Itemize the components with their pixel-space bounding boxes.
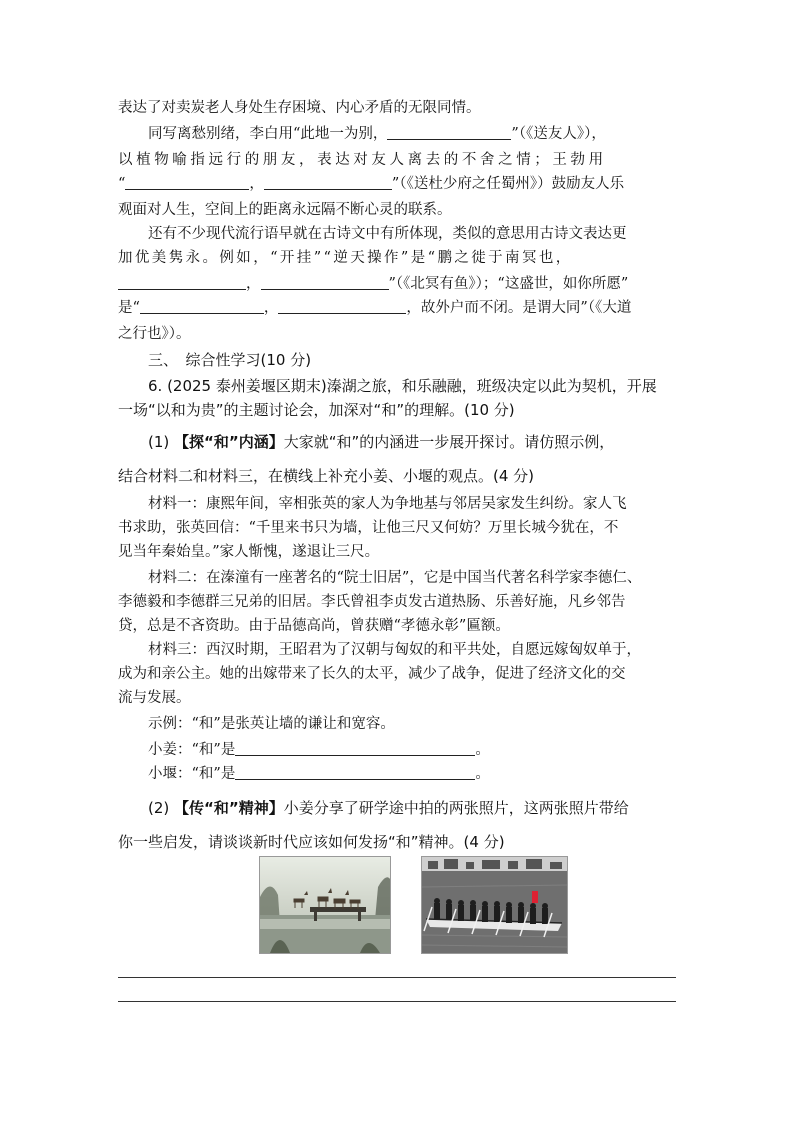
subquestion-1-line-2: 结合材料二和材料三，在横线上补充小姜、小堰的观点。(4 分) bbox=[118, 467, 535, 485]
answer-blank[interactable] bbox=[125, 175, 249, 190]
line-7: 加优美隽永。例如，“开挂”“逆天操作”是“鹏之徙于南冥也， bbox=[118, 250, 573, 266]
xiaoyan-label: 小堰：“和”是 bbox=[148, 766, 236, 782]
text: ”（《送杜少府之任蜀州》）鼓励友人乐 bbox=[391, 176, 625, 192]
line-10: 之行也》）。 bbox=[118, 326, 191, 342]
photo-dragon-boat bbox=[421, 856, 568, 954]
subquestion-tag: 【传“和”精神】 bbox=[174, 799, 284, 817]
question-6-line-1: 6. (2025 泰州姜堰区期末)溱湖之旅，和乐融融，班级决定以此为契机，开展 bbox=[148, 377, 657, 395]
xiaojiang-label: 小姜：“和”是 bbox=[148, 742, 236, 758]
line-1: 表达了对卖炭老人身处生存困境、内心矛盾的无限同情。 bbox=[118, 100, 481, 116]
photo-deer bbox=[259, 856, 391, 954]
text: ， bbox=[249, 176, 264, 192]
answer-line-1[interactable] bbox=[118, 977, 676, 978]
deer-scene-image bbox=[260, 857, 390, 953]
material-3-line-2: 成为和亲公主。她的出嫁带来了长久的太平，减少了战争，促进了经济文化的交 bbox=[118, 666, 626, 682]
material-1-line-2: 书求助，张英回信：“千里来书只为墙，让他三尺又何妨？万里长城今犹在，不 bbox=[118, 520, 619, 536]
dragon-boat-image bbox=[422, 857, 567, 953]
xiaojiang-line bbox=[148, 740, 708, 760]
material-3-line-1: 材料三：西汉时期，王昭君为了汉朝与匈奴的和平共处，自愿远嫁匈奴单于， bbox=[148, 642, 641, 658]
subquestion-number: (2) bbox=[148, 799, 170, 817]
line-3: 以植物喻指远行的朋友，表达对友人离去的不舍之情；王勃用 bbox=[118, 152, 607, 168]
question-6-line-2: 一场“以和为贵”的主题讨论会，加深对“和”的理解。(10 分) bbox=[118, 401, 515, 419]
answer-blank[interactable] bbox=[278, 299, 406, 314]
period: 。 bbox=[475, 766, 490, 782]
subquestion-2 bbox=[148, 798, 708, 818]
answer-blank[interactable] bbox=[261, 275, 389, 290]
xiaoyan-line bbox=[148, 764, 708, 784]
line-8 bbox=[118, 274, 678, 294]
text: 是“ bbox=[118, 300, 140, 316]
text: ”（《北冥有鱼》）；“这盛世，如你所愿” bbox=[388, 276, 629, 292]
line-6: 还有不少现代流行语早就在古诗文中有所体现，类似的意思用古诗文表达更 bbox=[148, 226, 627, 242]
text: ， bbox=[263, 300, 279, 316]
period: 。 bbox=[475, 742, 490, 758]
text: ”（《送友人》）， bbox=[511, 126, 606, 142]
subquestion-tag: 【探“和”内涵】 bbox=[174, 433, 284, 451]
example-line: 示例：“和”是张英让墙的谦让和宽容。 bbox=[148, 716, 395, 732]
material-2-line-1: 材料二：在溱潼有一座著名的“院士旧居”，它是中国当代著名科学家李德仁、 bbox=[148, 570, 642, 586]
subquestion-text: 小姜分享了研学途中拍的两张照片，这两张照片带给 bbox=[283, 799, 629, 817]
subquestion-text: 大家就“和”的内涵进一步展开探讨。请仿照示例， bbox=[283, 433, 615, 451]
section-heading: 三、 综合性学习(10 分) bbox=[148, 351, 312, 369]
material-2-line-3: 贷，总是不吝资助。由于品德高尚，曾获赠“孝德永彰”匾额。 bbox=[118, 618, 510, 634]
line-9 bbox=[118, 298, 678, 318]
subquestion-1 bbox=[148, 432, 708, 452]
line-4 bbox=[118, 174, 678, 194]
subquestion-number: (1) bbox=[148, 433, 170, 451]
answer-line-2[interactable] bbox=[118, 1001, 676, 1002]
text: ，故外户而不闭。是谓大同”（《大道 bbox=[406, 300, 632, 316]
material-2-line-2: 李德毅和李德群三兄弟的旧居。李氏曾祖李贞发古道热肠、乐善好施，凡乡邻告 bbox=[118, 594, 626, 610]
material-1-line-1: 材料一：康熙年间，宰相张英的家人为争地基与邻居吴家发生纠纷。家人飞 bbox=[148, 496, 627, 512]
material-1-line-3: 见当年秦始皇。”家人惭愧，遂退让三尺。 bbox=[118, 544, 380, 560]
answer-blank[interactable] bbox=[118, 275, 246, 290]
material-3-line-3: 流与发展。 bbox=[118, 690, 191, 706]
answer-blank[interactable] bbox=[235, 765, 475, 780]
line-2 bbox=[148, 124, 708, 144]
answer-blank[interactable] bbox=[264, 175, 392, 190]
answer-blank[interactable] bbox=[235, 741, 475, 756]
answer-blank[interactable] bbox=[387, 125, 511, 140]
line-5: 观面对人生，空间上的距离永远隔不断心灵的联系。 bbox=[118, 202, 452, 218]
answer-blank[interactable] bbox=[140, 299, 264, 314]
text: “ bbox=[118, 176, 126, 192]
text: ， bbox=[246, 276, 261, 292]
subquestion-2-line-2: 你一些启发，请谈谈新时代应该如何发扬“和”精神。(4 分) bbox=[118, 833, 505, 851]
text: 同写离愁别绪，李白用“此地一为别， bbox=[148, 126, 388, 142]
